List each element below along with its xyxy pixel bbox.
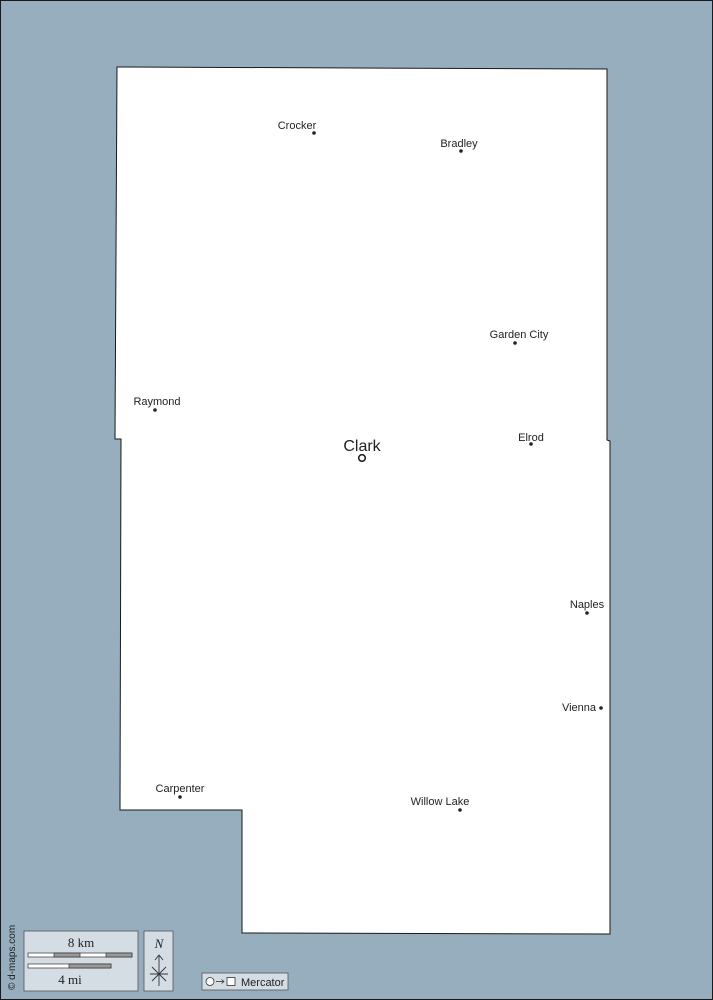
town-dot-icon (178, 795, 182, 799)
projection-label: Mercator (241, 977, 285, 989)
projection-note (202, 973, 288, 990)
scale-km-bar (28, 953, 132, 957)
town-dot-icon (599, 706, 603, 710)
town-dot-icon (585, 611, 589, 615)
town-dot-icon (513, 341, 517, 345)
county-outline (115, 67, 610, 934)
north-arrow (144, 931, 173, 991)
scale-bar (24, 931, 138, 991)
scale-km-label: 8 km (67, 935, 95, 950)
place-label: Vienna (561, 702, 597, 714)
place-label: Naples (569, 599, 605, 611)
scale-mi-label: 4 mi (58, 972, 82, 987)
place-label: Raymond (133, 396, 181, 408)
place-label: Willow Lake (410, 796, 470, 808)
place-label: Garden City (489, 329, 549, 341)
county-seat-icon (359, 455, 366, 462)
scale-mi-bar (28, 964, 111, 968)
credit-text: © d-maps.com (7, 924, 18, 990)
town-dot-icon (153, 408, 157, 412)
place-label: Carpenter (155, 783, 205, 795)
place-label: Crocker (277, 120, 317, 132)
place-label: Elrod (518, 432, 544, 444)
place-label: Bradley (440, 138, 478, 150)
north-label: N (154, 936, 164, 951)
town-dot-icon (458, 808, 462, 812)
place-elrod (518, 432, 544, 446)
county-seat-label: Clark (343, 438, 381, 455)
